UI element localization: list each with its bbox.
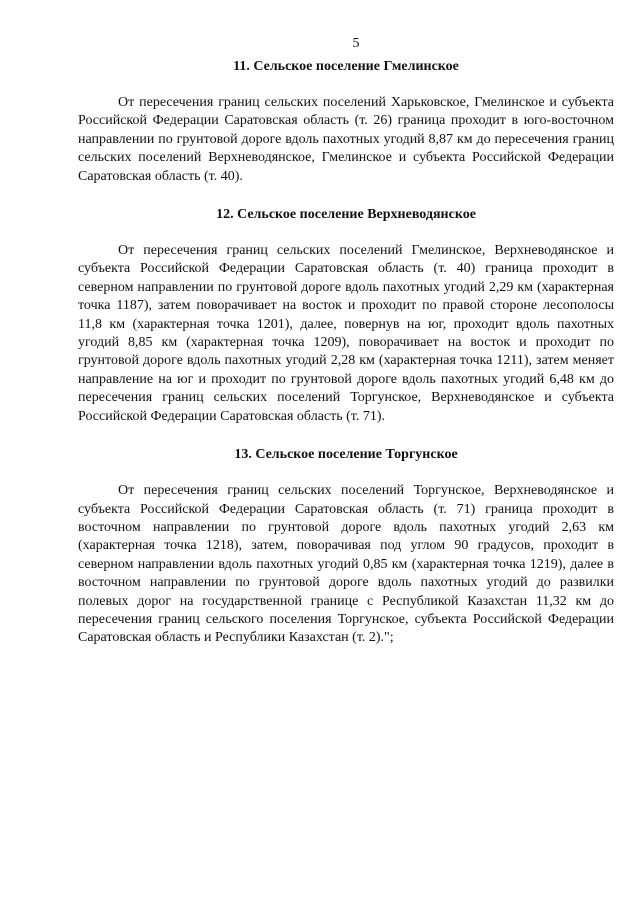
- section-title: 13. Сельское поселение Торгунское: [234, 447, 458, 463]
- page-number: 5: [352, 36, 360, 51]
- section-gmelinskoe: [78, 58, 614, 186]
- section-paragraph: От пересечения границ сельских поселений Торгунское, Верхневодянское и субъекта Российской Федерации Саратовская область (т. 71) граница проходит в восточном направлении по грунтовой дороге вдоль пахотных угодий 2,63 км (характерная точка 1218), затем, поворачивая под углом 90 градусов, проходит в северном направлении вдоль пахотных угодий 0,85 км (характерная точка 1219), далее в восточном направлении по грунтовой дороге вдоль пахотных угодий до развилки полевых дорог на государственной границе с Республикой Казахстан 11,32 км до пересечения границ сельского поселения Торгунское, субъекта Российской Федерации Саратовская область и Республики Казахстан (т. 2).";: [78, 483, 614, 646]
- section-title: 11. Сельское поселение Гмелинское: [233, 59, 459, 74]
- section-paragraph: От пересечения границ сельских поселений Харьковское, Гмелинское и субъекта Российской Федерации Саратовская область (т. 26) граница проходит в юго-восточном направлении по грунтовой дороге вдоль пахотных угодий 8,87 км до пересечения границ сельских поселений Верхневодянское, Гмелинское и субъекта Российской Федерации Саратовская область (т. 40).: [78, 95, 614, 184]
- section-verkhnevodyanskoe: [78, 206, 614, 426]
- section-torgunskoe: [78, 446, 614, 648]
- section-title: 12. Сельское поселение Верхневодянское: [216, 207, 476, 223]
- section-paragraph: От пересечения границ сельских поселений Гмелинское, Верхневодянское и субъекта Российской Федерации Саратовская область (т. 40) граница проходит в северном направлении по грунтовой дороге вдоль пахотных угодий 2,29 км (характерная точка 1187), затем поворачивает на восток и проходит по правой стороне лесополосы 11,8 км (характерная точка 1201), далее, повернув на юг, проходит вдоль пахотных угодий 8,85 км (характерная точка 1209), поворачивает на восток и проходит по грунтовой дороге вдоль пахотных угодий 2,28 км (характерная точка 1211), затем меняет направление на юг и проходит по грунтовой дороге вдоль пахотных угодий 6,48 км до пересечения границ сельских поселений Торгунское, Верхневодянское и субъекта Российской Федерации Саратовская область (т. 71).: [78, 243, 614, 424]
